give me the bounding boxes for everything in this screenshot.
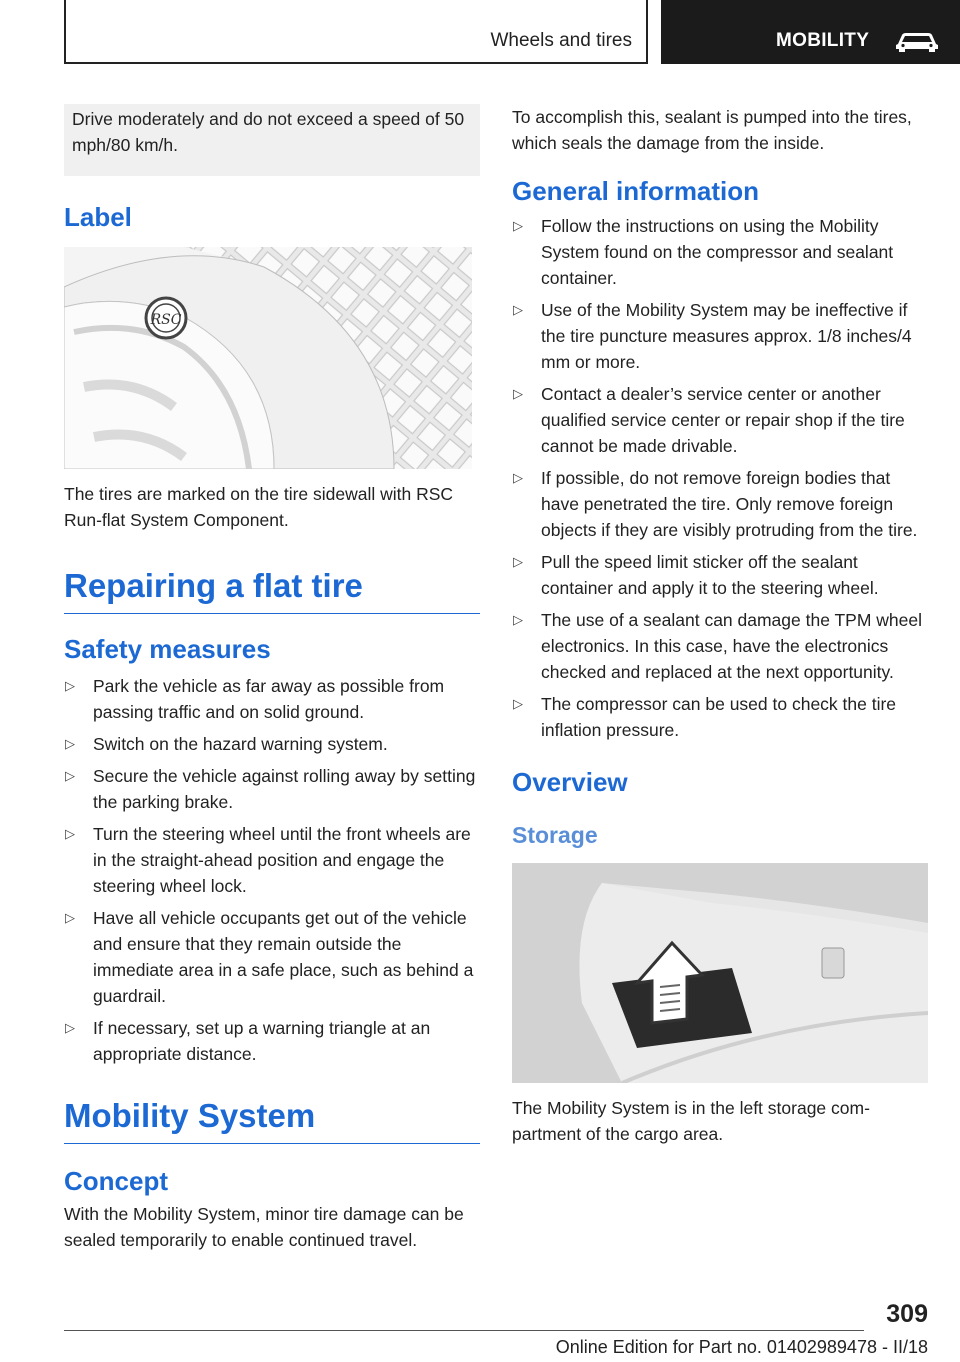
repair-heading: Repairing a flat tire (64, 567, 480, 614)
safety-heading: Safety measures (64, 634, 271, 664)
triangle-bullet-icon: ▷ (65, 736, 75, 751)
list-item: ▷ Contact a dealer’s service center or another qualified service center or repair shop if the tire cannot be made drivable. (512, 381, 928, 459)
list-item: ▷ Use of the Mobility System may be ineffective if the tire puncture measures approx. 1/8 inches/4 mm or more. (512, 297, 928, 375)
safety-list (64, 673, 480, 1067)
speed-note-text: Drive moderately and do not exceed a speed of 50 mph/80 km/h. (72, 109, 465, 155)
intro-text: To accomplish this, sealant is pumped into the tires, which seals the damage from the inside. (512, 107, 912, 153)
list-item: ▷ If possible, do not remove foreign bodies that have penetrated the tire. Only remove foreign objects if they are visibly protruding from the tire. (512, 465, 928, 543)
concept-text: With the Mobility System, minor tire damage can be sealed temporarily to enable continued travel. (64, 1204, 464, 1250)
storage-caption: The Mobility System is in the left storage compartment of the cargo area. (512, 1098, 870, 1144)
list-item: ▷ Pull the speed limit sticker off the sealant container and apply it to the steering wheel. (512, 549, 928, 601)
page-header (64, 0, 960, 66)
left-column (64, 104, 480, 1253)
tire-sidewall-rsc-illustration (64, 247, 472, 469)
triangle-bullet-icon: ▷ (513, 696, 523, 711)
triangle-bullet-icon: ▷ (65, 910, 75, 925)
mobility-system-heading: Mobility System (64, 1097, 480, 1144)
svg-text:RSC: RSC (150, 312, 182, 328)
list-item: ▷ Turn the steering wheel until the front wheels are in the straight-ahead position and engage the steering wheel lock. (64, 821, 480, 899)
footer-divider (64, 1330, 864, 1331)
label-caption: The tires are marked on the tire sidewall with RSC Run-flat System Component. (64, 484, 454, 530)
triangle-bullet-icon: ▷ (513, 218, 523, 233)
triangle-bullet-icon: ▷ (513, 302, 523, 317)
list-item: ▷ Have all vehicle occupants get out of the vehicle and ensure that they remain outside the immediate area in a safe place, such as behind a guardrail. (64, 905, 480, 1009)
triangle-bullet-icon: ▷ (65, 1020, 75, 1035)
header-chapter-title: MOBILITY (776, 30, 870, 51)
storage-heading: Storage (512, 822, 598, 848)
triangle-bullet-icon: ▷ (513, 612, 523, 627)
concept-heading: Concept (64, 1166, 168, 1196)
triangle-bullet-icon: ▷ (513, 470, 523, 485)
car-icon (894, 30, 940, 52)
list-item: ▷ The compressor can be used to check the tire inflation pressure. (512, 691, 928, 743)
list-item: ▷ The use of a sealant can damage the TPM wheel electronics. In this case, have the electronics checked and replaced at the next opportunity. (512, 607, 928, 685)
footer-edition-text: Online Edition for Part no. 01402989478 - II/18 (555, 1337, 928, 1357)
general-information-list (512, 213, 928, 743)
triangle-bullet-icon: ▷ (513, 554, 523, 569)
label-heading: Label (64, 202, 132, 232)
triangle-bullet-icon: ▷ (65, 678, 75, 693)
header-section-box (64, 0, 648, 64)
list-item: ▷ Secure the vehicle against rolling away by setting the parking brake. (64, 763, 480, 815)
triangle-bullet-icon: ▷ (65, 826, 75, 841)
triangle-bullet-icon: ▷ (513, 386, 523, 401)
list-item: ▷ Follow the instructions on using the Mobility System found on the compressor and sealant container. (512, 213, 928, 291)
triangle-bullet-icon: ▷ (65, 768, 75, 783)
header-chapter-box (661, 0, 960, 64)
right-column (512, 104, 928, 1147)
speed-note (64, 104, 480, 176)
general-information-heading: General information (512, 176, 760, 206)
header-section-title: Wheels and tires (490, 30, 632, 51)
page-number: 309 (886, 1300, 928, 1328)
cargo-storage-compartment-illustration (512, 863, 928, 1083)
list-item: ▷ Park the vehicle as far away as possible from passing traffic and on solid ground. (64, 673, 480, 725)
list-item: ▷ Switch on the hazard warning system. (64, 731, 480, 757)
overview-heading: Overview (512, 767, 628, 797)
list-item: ▷ If necessary, set up a warning triangle at an appropriate distance. (64, 1015, 480, 1067)
